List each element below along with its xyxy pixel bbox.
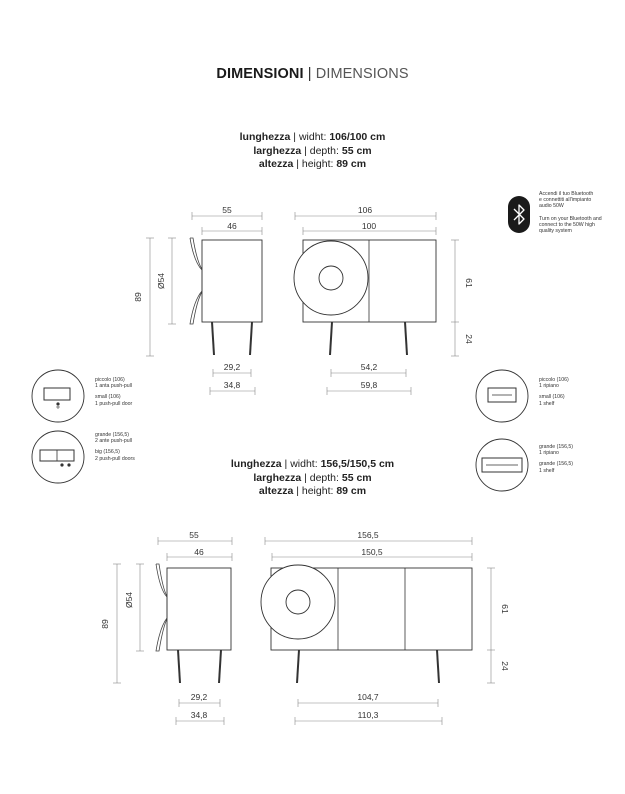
- dim-width-total: 156,5: [357, 530, 379, 540]
- dim-legs-outer: 110,3: [357, 710, 379, 720]
- option-note-small-door: piccolo (106) 1 anta push-pull small (106) 1 push-pull door: [95, 377, 133, 407]
- leg: [212, 322, 214, 355]
- title-english: DIMENSIONS: [315, 66, 409, 82]
- leg: [330, 322, 332, 355]
- dim-legs-outer: 34,8: [223, 380, 241, 390]
- dim-body-height: 61: [500, 604, 510, 614]
- spec-line: larghezza | depth: 55 cm: [253, 144, 372, 157]
- spec-line: altezza | height: 89 cm: [258, 485, 367, 497]
- dim-depth-body: 46: [194, 547, 204, 557]
- cabinet-body-side: [167, 568, 231, 650]
- dim-depth-total: 55: [222, 205, 232, 215]
- speaker-outer: [261, 565, 335, 639]
- leg: [297, 650, 299, 683]
- dim-legs-inner: 104,7: [357, 692, 379, 702]
- speaker-horn-shape: [190, 238, 202, 324]
- spec-line: larghezza | depth: 55 cm: [253, 471, 372, 484]
- dim-legs-inner: 54,2: [360, 362, 378, 372]
- dim-legs-outer: 59,8: [360, 380, 378, 390]
- small-side-view: [133, 205, 262, 395]
- dim-leg-height: 24: [500, 661, 510, 671]
- option-icon-small-door: [32, 370, 84, 422]
- bluetooth-note: Accendi il tuo Bluetooth e connettiti all'impianto audio 50W Turn on your Bluetooth and connect to the 50W high quality system: [539, 191, 602, 235]
- large-side-view: [100, 530, 232, 725]
- speaker-horn-shape: [156, 564, 167, 651]
- option-note-big-shelf: grande (156,5) 1 ripiano grande (156,5) 1 shelf: [539, 444, 574, 474]
- option-icon-big-doors: [32, 431, 84, 483]
- leg: [437, 650, 439, 683]
- option-icon-big-shelf: [476, 439, 528, 491]
- dim-legs-inner: 29,2: [190, 692, 208, 702]
- leg: [405, 322, 407, 355]
- dim-height-total: 89: [133, 292, 143, 302]
- speaker-outer: [294, 241, 368, 315]
- title-separator: |: [307, 66, 312, 82]
- spec-line: lunghezza | widht: 156,5/150,5 cm: [230, 458, 395, 470]
- dim-speaker-diameter: Ø54: [124, 591, 134, 609]
- dim-leg-height: 24: [464, 334, 474, 344]
- dim-width-body: 100: [361, 221, 377, 231]
- large-front-view: [261, 530, 510, 725]
- option-note-small-shelf: piccolo (106) 1 ripiano small (106) 1 shelf: [539, 377, 569, 407]
- dim-body-height: 61: [464, 278, 474, 288]
- option-note-big-doors: grande (156,5) 2 ante push-pull big (156,5) 2 push-pull doors: [95, 432, 135, 462]
- dim-depth-total: 55: [189, 530, 199, 540]
- small-front-view: [294, 205, 474, 395]
- dim-speaker-diameter: Ø54: [156, 272, 166, 290]
- leg: [250, 322, 252, 355]
- cabinet-body-side: [202, 240, 262, 322]
- spec-line: lunghezza | widht: 106/100 cm: [239, 131, 386, 143]
- dim-width-total: 106: [357, 205, 373, 215]
- dim-height-total: 89: [100, 619, 110, 629]
- spec-line: altezza | height: 89 cm: [258, 158, 367, 170]
- option-icon-small-shelf: [476, 370, 528, 422]
- leg: [219, 650, 221, 683]
- leg: [178, 650, 180, 683]
- dim-legs-inner: 29,2: [223, 362, 241, 372]
- dim-depth-body: 46: [227, 221, 237, 231]
- dim-width-body: 150,5: [361, 547, 383, 557]
- dim-legs-outer: 34,8: [190, 710, 208, 720]
- title-italian: DIMENSIONI: [216, 66, 304, 82]
